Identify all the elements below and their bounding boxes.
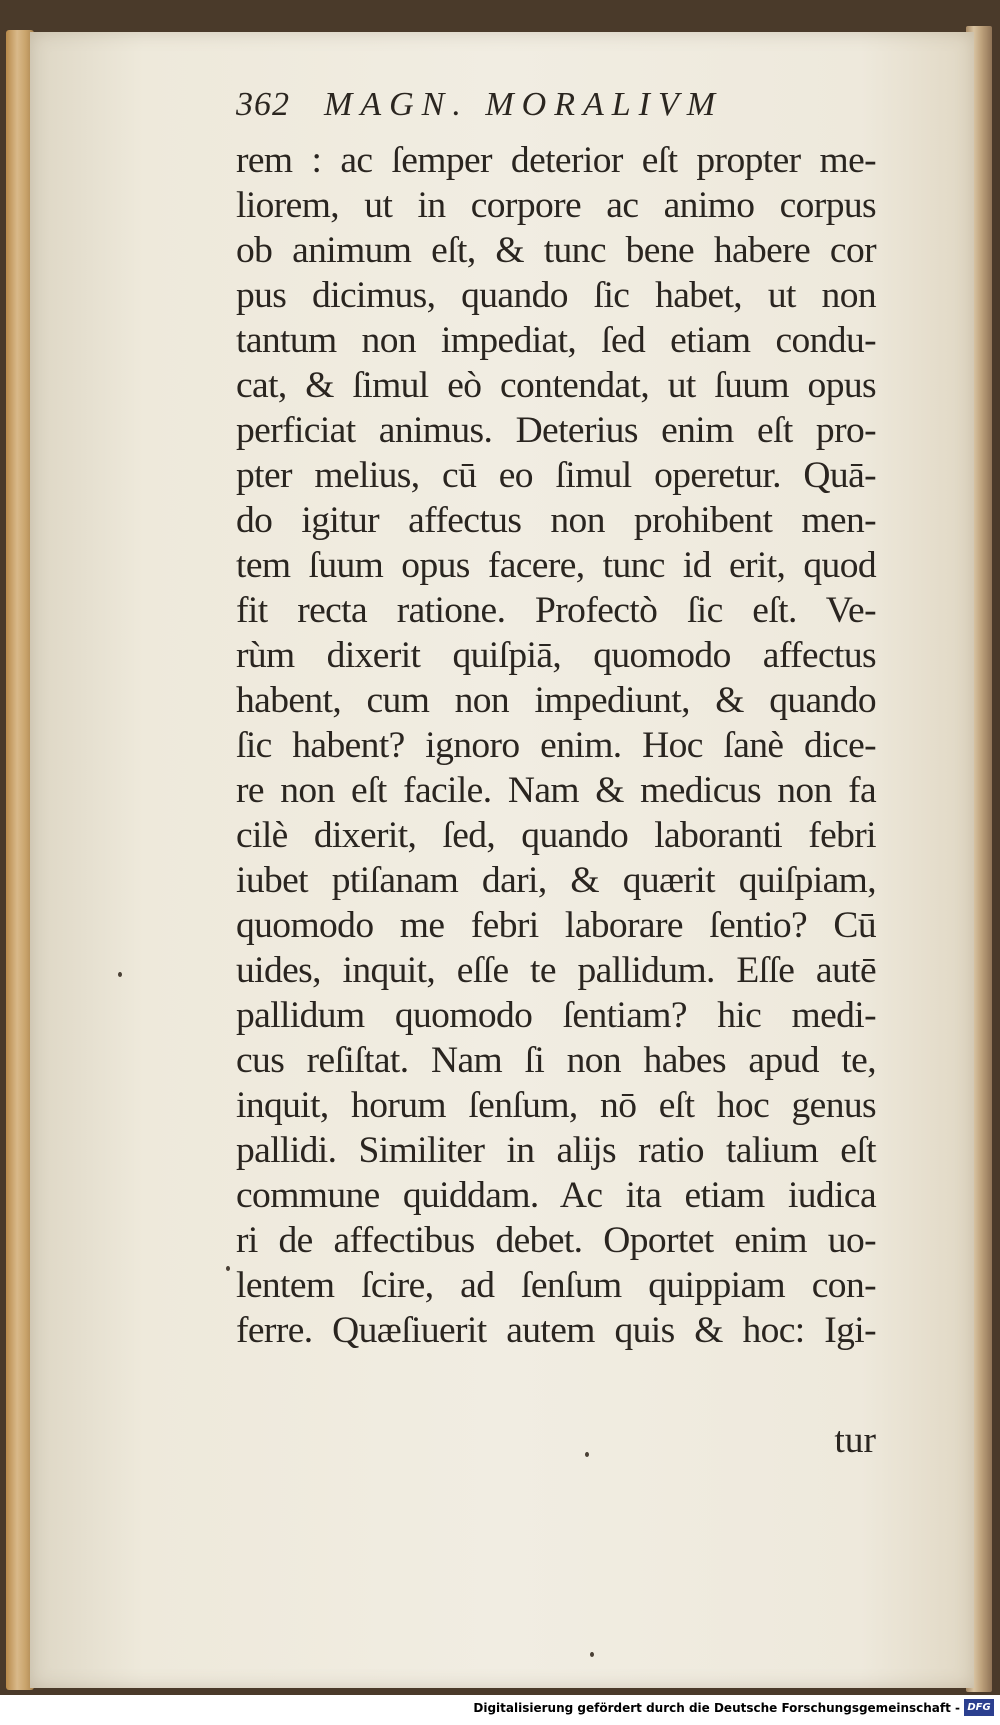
- body-text: [236, 138, 876, 1353]
- text-line: perficiat animus. Deterius enim eſt pro-: [236, 410, 876, 451]
- text-line: ſic habent? ignoro enim. Hoc ſanè dice-: [236, 725, 876, 766]
- text-line: pallidum quomodo ſentiam? hic medi-: [236, 995, 876, 1036]
- text-line: liorem, ut in corpore ac animo corpus: [236, 185, 876, 226]
- running-title: MAGN. MORALIVM: [324, 86, 724, 123]
- text-line: cus reſiſtat. Nam ſi non habes apud te,: [236, 1040, 876, 1081]
- text-line: inquit, horum ſenſum, nō eſt hoc genus: [236, 1085, 876, 1126]
- text-line: rùm dixerit quiſpiā, quomodo affectus: [236, 635, 876, 676]
- text-line: do igitur affectus non prohibent men-: [236, 500, 876, 541]
- text-line: pallidi. Similiter in alijs ratio talium eſt: [236, 1130, 876, 1171]
- text-line: cat, & ſimul eò contendat, ut ſuum opus: [236, 365, 876, 406]
- funding-credit: Digitalisierung gefördert durch die Deutsche Forschungsgemeinschaft -: [473, 1701, 960, 1715]
- text-line: tantum non impediat, ſed etiam condu-: [236, 320, 876, 361]
- ink-speck: [226, 1266, 230, 1271]
- text-line: cilè dixerit, ſed, quando laboranti febri: [236, 815, 876, 856]
- text-line: ob animum eſt, & tunc bene habere cor: [236, 230, 876, 271]
- text-line: pter melius, cū eo ſimul operetur. Quā-: [236, 455, 876, 496]
- page-number: 362: [236, 86, 290, 123]
- ink-speck: [590, 1652, 594, 1657]
- text-line: re non eſt facile. Nam & medicus non fa: [236, 770, 876, 811]
- text-line: fit recta ratione. Profectò ſic eſt. Ve-: [236, 590, 876, 631]
- text-line: uides, inquit, eſſe te pallidum. Eſſe autē: [236, 950, 876, 991]
- dfg-logo: DFG: [964, 1699, 994, 1716]
- ink-speck: [118, 972, 122, 977]
- text-line: habent, cum non impediunt, & quando: [236, 680, 876, 721]
- text-line: rem : ac ſemper deterior eſt propter me-: [236, 140, 876, 181]
- text-line: lentem ſcire, ad ſenſum quippiam con-: [236, 1265, 876, 1306]
- text-line: pus dicimus, quando ſic habet, ut non: [236, 275, 876, 316]
- text-line: tem ſuum opus facere, tunc id erit, quod: [236, 545, 876, 586]
- catchword: tur: [834, 1420, 876, 1461]
- page-header: [236, 86, 796, 142]
- text-line: ferre. Quæſiuerit autem quis & hoc: Igi-: [236, 1310, 876, 1351]
- text-line: iubet ptiſanam dari, & quærit quiſpiam,: [236, 860, 876, 901]
- text-line: commune quiddam. Ac ita etiam iudica: [236, 1175, 876, 1216]
- text-line: quomodo me febri laborare ſentio? Cū: [236, 905, 876, 946]
- text-line: ri de affectibus debet. Oportet enim uo-: [236, 1220, 876, 1261]
